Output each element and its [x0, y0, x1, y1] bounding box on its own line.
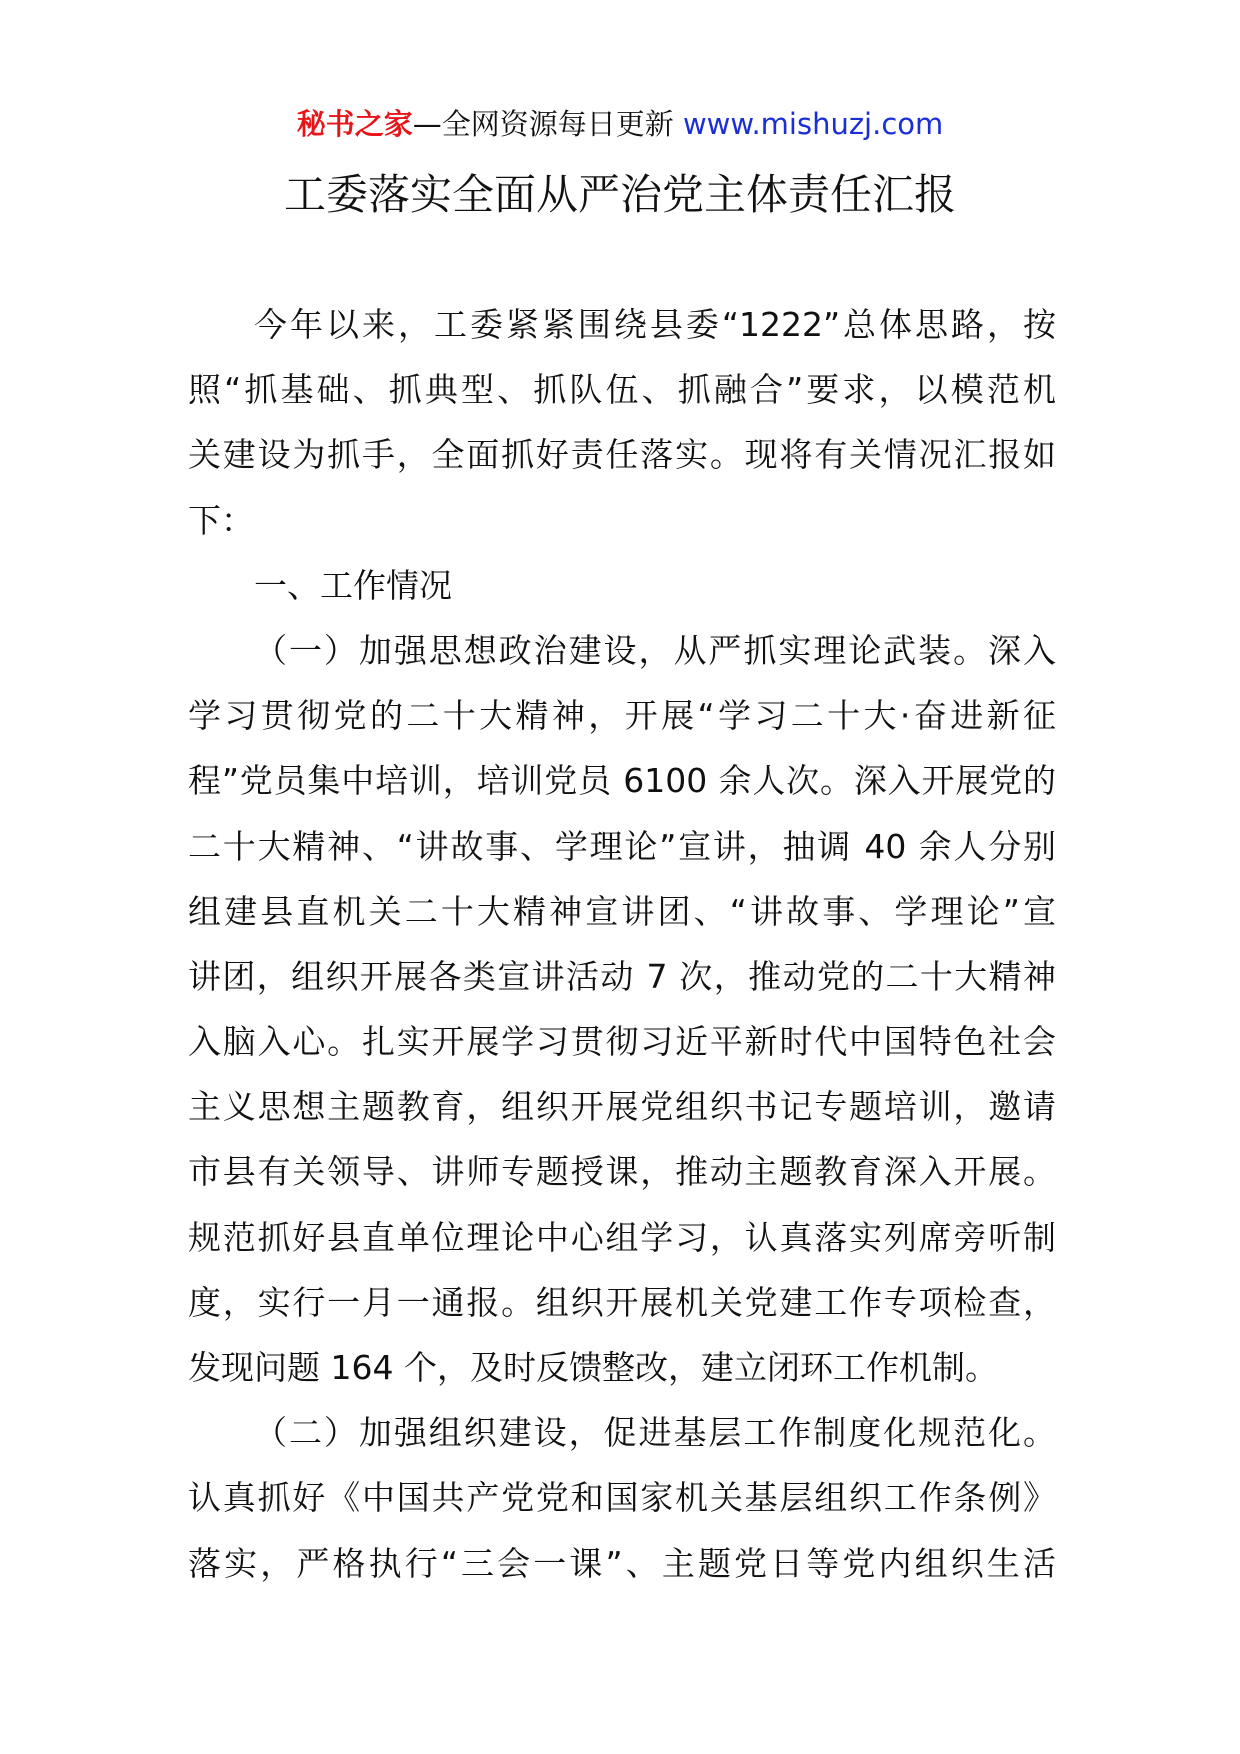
paragraph-line: 关建设为抓手，全面抓好责任落实。现将有关情况汇报如 [188, 435, 1056, 475]
paragraph-line: 入脑入心。扎实开展学习贯彻习近平新时代中国特色社会 [188, 1022, 1056, 1062]
site-header [0, 104, 1240, 144]
paragraph-line: 规范抓好县直单位理论中心组学习，认真落实列席旁听制 [188, 1217, 1056, 1257]
paragraph-line: 讲团，组织开展各类宣讲活动 7 次，推动党的二十大精神 [188, 956, 1056, 996]
paragraph-line: 发现问题 164 个，及时反馈整改，建立闭环工作机制。 [188, 1348, 998, 1387]
site-slogan: —全网资源每日更新 [412, 107, 674, 141]
paragraph-line: 认真抓好《中国共产党党和国家机关基层组织工作条例》 [188, 1478, 1056, 1518]
paragraph-line: （二）加强组织建设，促进基层工作制度化规范化。 [254, 1413, 1056, 1453]
paragraph-line: 落实，严格执行“三会一课”、主题党日等党内组织生活 [188, 1543, 1056, 1583]
paragraph-line: 主义思想主题教育，组织开展党组织书记专题培训，邀请 [188, 1087, 1056, 1127]
document-title: 工委落实全面从严治党主体责任汇报 [283, 170, 956, 219]
paragraph-line: 今年以来，工委紧紧围绕县委“1222”总体思路，按 [254, 305, 1056, 344]
document-body [188, 292, 1056, 1596]
site-brand: 秘书之家 [296, 107, 413, 141]
paragraph-line: （一）加强思想政治建设，从严抓实理论武装。深入 [254, 630, 1056, 670]
paragraph-line: 照“抓基础、抓典型、抓队伍、抓融合”要求，以模范机 [188, 370, 1056, 410]
paragraph-line: 市县有关领导、讲师专题授课，推动主题教育深入开展。 [188, 1152, 1056, 1192]
site-url-link[interactable]: www.mishuzj.com [682, 107, 944, 141]
paragraph-line: 下： [188, 500, 254, 540]
paragraph-line: 学习贯彻党的二十大精神，开展“学习二十大·奋进新征 [188, 696, 1056, 736]
paragraph-line: 组建县直机关二十大精神宣讲团、“讲故事、学理论”宣 [188, 891, 1056, 931]
paragraph-line: 度，实行一月一通报。组织开展机关党建工作专项检查， [188, 1282, 1056, 1322]
paragraph-line: 程”党员集中培训，培训党员 6100 余人次。深入开展党的 [188, 761, 1056, 801]
paragraph-line: 二十大精神、“讲故事、学理论”宣讲，抽调 40 余人分别 [188, 826, 1056, 866]
section-heading: 一、工作情况 [254, 565, 452, 605]
